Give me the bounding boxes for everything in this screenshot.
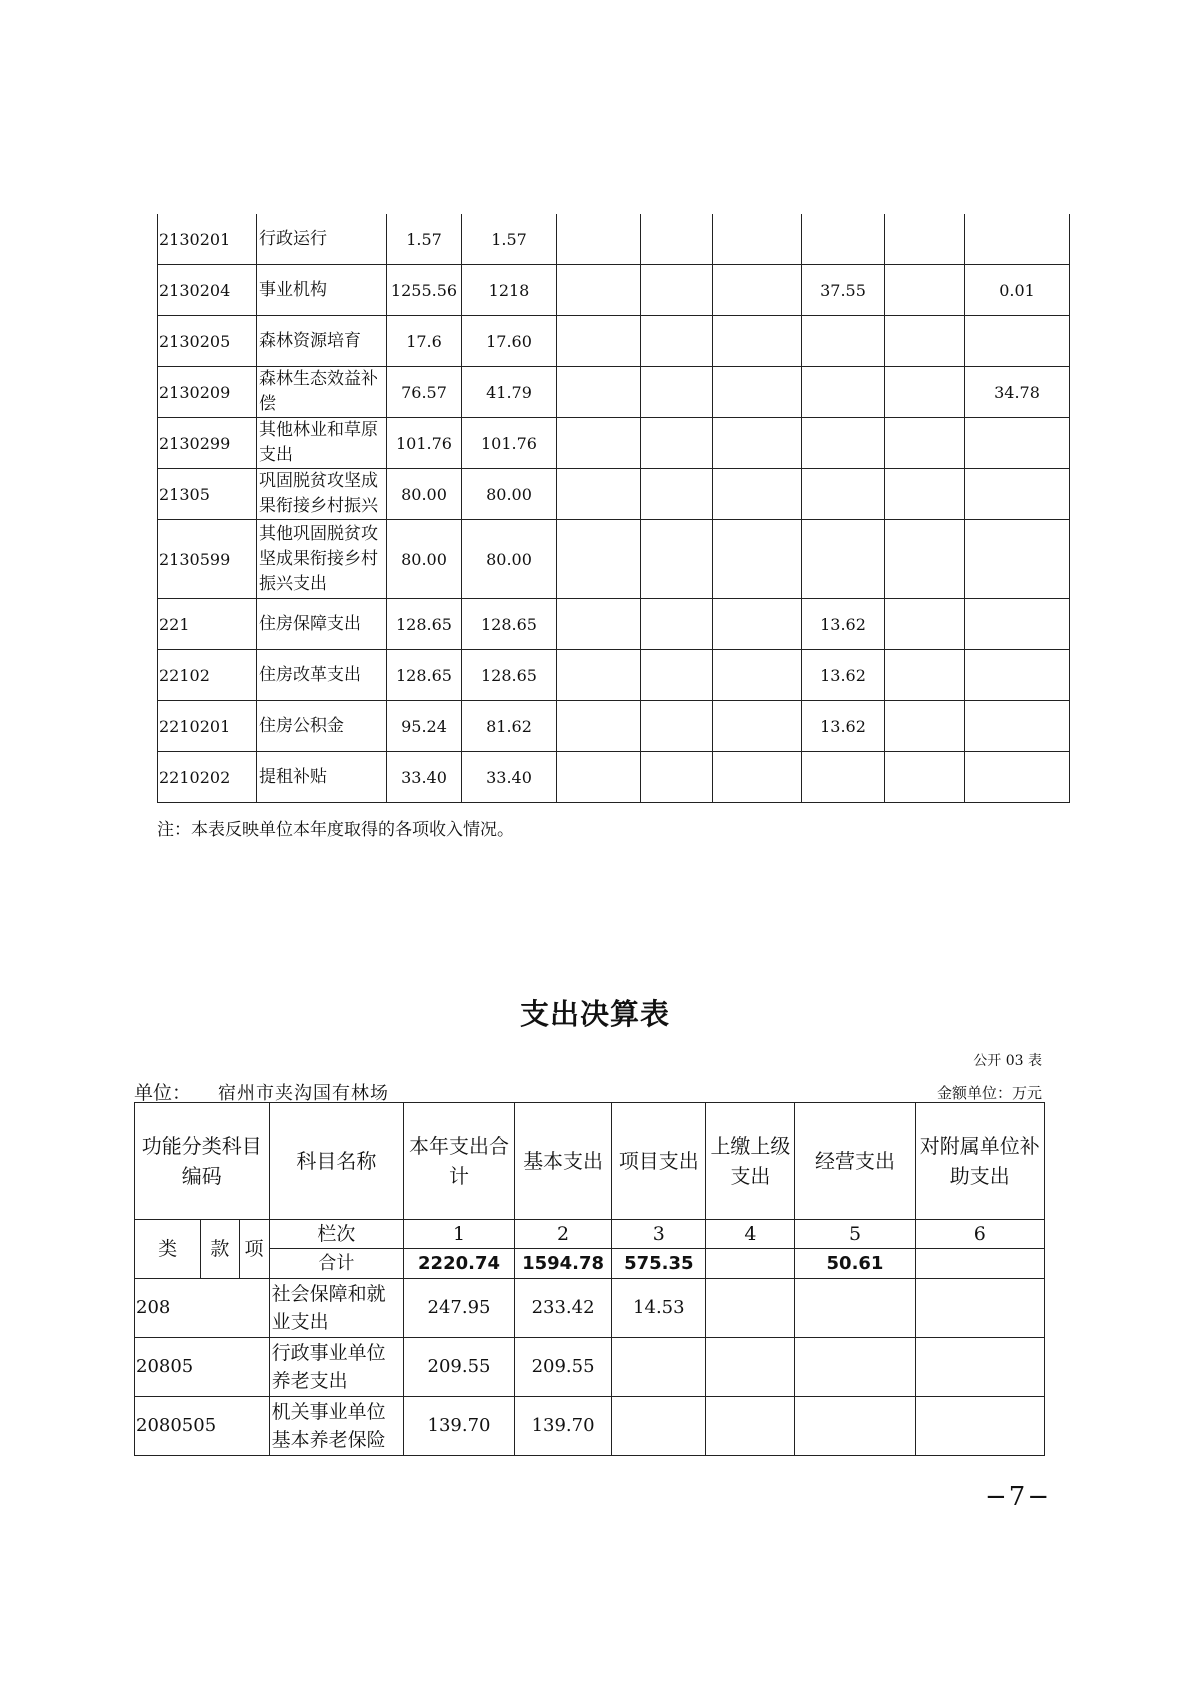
cell-c2: [557, 469, 641, 520]
table-row: [158, 214, 1070, 265]
cell-upper: [706, 1279, 795, 1338]
cell-c5: 13.62: [802, 599, 885, 650]
cell-c5: [802, 367, 885, 418]
cell-c6: [885, 520, 965, 599]
table-row: [158, 265, 1070, 316]
cell-code: 2130299: [158, 418, 257, 469]
column-number-row: [135, 1220, 1045, 1249]
cell-total: 139.70: [404, 1397, 515, 1456]
cell-business: [795, 1338, 915, 1397]
cell-c2: [557, 599, 641, 650]
cell-c7: 0.01: [965, 265, 1070, 316]
total-row: [135, 1249, 1045, 1279]
cell-c1: 17.60: [462, 316, 557, 367]
cell-total: 1.57: [387, 214, 462, 265]
cell-c2: [557, 418, 641, 469]
header-name: 科目名称: [269, 1103, 404, 1220]
header-subsidy: 对附属单位补助支出: [915, 1103, 1044, 1220]
cell-c3: [641, 418, 713, 469]
cell-c3: [641, 265, 713, 316]
cell-basic: 233.42: [514, 1279, 611, 1338]
table-row: [158, 469, 1070, 520]
cell-name: 提租补贴: [257, 752, 387, 803]
cell-name: 事业机构: [257, 265, 387, 316]
header-basic: 基本支出: [514, 1103, 611, 1220]
cell-c4: [713, 469, 802, 520]
total-basic: 1594.78: [514, 1249, 611, 1279]
cell-total: 80.00: [387, 520, 462, 599]
cell-total: 128.65: [387, 599, 462, 650]
cell-business: [795, 1279, 915, 1338]
header-business: 经营支出: [795, 1103, 915, 1220]
cell-c1: 101.76: [462, 418, 557, 469]
cell-c6: [885, 650, 965, 701]
cell-c3: [641, 650, 713, 701]
table-row: [158, 520, 1070, 599]
cell-total: 1255.56: [387, 265, 462, 316]
cell-c1: 33.40: [462, 752, 557, 803]
cell-c7: [965, 418, 1070, 469]
cell-total: 80.00: [387, 469, 462, 520]
table-row: [135, 1397, 1045, 1456]
cell-subsidy: [915, 1397, 1044, 1456]
cell-c6: [885, 752, 965, 803]
cell-c7: [965, 650, 1070, 701]
cell-total: 33.40: [387, 752, 462, 803]
header-kuan: 款: [201, 1220, 239, 1279]
cell-name: 森林资源培育: [257, 316, 387, 367]
cell-c5: 13.62: [802, 701, 885, 752]
cell-c4: [713, 599, 802, 650]
cell-c4: [713, 367, 802, 418]
amount-unit: 金额单位：万元: [936, 1084, 1042, 1102]
cell-c7: 34.78: [965, 367, 1070, 418]
cell-c7: [965, 316, 1070, 367]
cell-c6: [885, 701, 965, 752]
cell-c3: [641, 469, 713, 520]
table-row: [158, 418, 1070, 469]
col-number-2: 2: [514, 1220, 611, 1249]
total-upper: [706, 1249, 795, 1279]
total-total: 2220.74: [404, 1249, 515, 1279]
cell-c2: [557, 752, 641, 803]
cell-c7: [965, 752, 1070, 803]
cell-project: 14.53: [612, 1279, 706, 1338]
cell-c5: [802, 520, 885, 599]
cell-c2: [557, 650, 641, 701]
cell-name: 住房保障支出: [257, 599, 387, 650]
header-upper: 上缴上级支出: [706, 1103, 795, 1220]
cell-c2: [557, 520, 641, 599]
cell-code: 21305: [158, 469, 257, 520]
cell-c2: [557, 265, 641, 316]
cell-c7: [965, 469, 1070, 520]
header-code: 功能分类科目编码: [135, 1103, 270, 1220]
cell-code: 20805: [135, 1338, 270, 1397]
cell-code: 2210201: [158, 701, 257, 752]
unit-label: 单位：: [134, 1082, 192, 1104]
header-row: [135, 1103, 1045, 1220]
cell-c7: [965, 214, 1070, 265]
cell-name: 机关事业单位基本养老保险: [269, 1397, 404, 1456]
cell-c4: [713, 752, 802, 803]
cell-c1: 80.00: [462, 469, 557, 520]
cell-name: 行政事业单位养老支出: [269, 1338, 404, 1397]
header-xiang: 项: [239, 1220, 269, 1279]
cell-name: 住房改革支出: [257, 650, 387, 701]
col-number-4: 4: [706, 1220, 795, 1249]
cell-name: 行政运行: [257, 214, 387, 265]
cell-business: [795, 1397, 915, 1456]
cell-upper: [706, 1397, 795, 1456]
cell-name: 社会保障和就业支出: [269, 1279, 404, 1338]
cell-name: 其他林业和草原支出: [257, 418, 387, 469]
cell-c2: [557, 701, 641, 752]
cell-code: 208: [135, 1279, 270, 1338]
cell-c1: 80.00: [462, 520, 557, 599]
cell-basic: 209.55: [514, 1338, 611, 1397]
cell-c7: [965, 599, 1070, 650]
cell-project: [612, 1338, 706, 1397]
cell-c4: [713, 265, 802, 316]
cell-c1: 41.79: [462, 367, 557, 418]
cell-c5: 13.62: [802, 650, 885, 701]
cell-c4: [713, 316, 802, 367]
cell-c1: 1218: [462, 265, 557, 316]
cell-c2: [557, 316, 641, 367]
header-total: 本年支出合计: [404, 1103, 515, 1220]
cell-c4: [713, 520, 802, 599]
cell-total: 128.65: [387, 650, 462, 701]
cell-name: 其他巩固脱贫攻坚成果衔接乡村振兴支出: [257, 520, 387, 599]
cell-c3: [641, 520, 713, 599]
table-row: [135, 1279, 1045, 1338]
cell-c5: 37.55: [802, 265, 885, 316]
table-row: [158, 701, 1070, 752]
cell-name: 住房公积金: [257, 701, 387, 752]
cell-total: 247.95: [404, 1279, 515, 1338]
total-label: 合计: [269, 1249, 404, 1279]
table-row: [158, 752, 1070, 803]
cell-c1: 1.57: [462, 214, 557, 265]
cell-c3: [641, 701, 713, 752]
cell-total: 95.24: [387, 701, 462, 752]
col-number-6: 6: [915, 1220, 1044, 1249]
cell-c4: [713, 214, 802, 265]
cell-upper: [706, 1338, 795, 1397]
total-subsidy: [915, 1249, 1044, 1279]
cell-c1: 128.65: [462, 599, 557, 650]
table-row: [158, 650, 1070, 701]
cell-c1: 81.62: [462, 701, 557, 752]
cell-subsidy: [915, 1338, 1044, 1397]
table-row: [158, 599, 1070, 650]
cell-c6: [885, 469, 965, 520]
cell-c1: 128.65: [462, 650, 557, 701]
table-row: [158, 316, 1070, 367]
total-business: 50.61: [795, 1249, 915, 1279]
cell-code: 22102: [158, 650, 257, 701]
cell-c2: [557, 367, 641, 418]
cell-total: 209.55: [404, 1338, 515, 1397]
cell-c3: [641, 316, 713, 367]
header-lanci: 栏次: [269, 1220, 404, 1249]
cell-c6: [885, 367, 965, 418]
cell-c5: [802, 418, 885, 469]
table-note: 注：本表反映单位本年度取得的各项收入情况。: [157, 820, 514, 840]
cell-c7: [965, 520, 1070, 599]
cell-name: 巩固脱贫攻坚成果衔接乡村振兴: [257, 469, 387, 520]
cell-total: 17.6: [387, 316, 462, 367]
table-row: [135, 1338, 1045, 1397]
cell-code: 2210202: [158, 752, 257, 803]
col-number-5: 5: [795, 1220, 915, 1249]
cell-c6: [885, 316, 965, 367]
cell-c6: [885, 214, 965, 265]
cell-c3: [641, 752, 713, 803]
table-row: [158, 367, 1070, 418]
cell-c6: [885, 265, 965, 316]
cell-c2: [557, 214, 641, 265]
cell-code: 2130599: [158, 520, 257, 599]
cell-basic: 139.70: [514, 1397, 611, 1456]
cell-code: 2130201: [158, 214, 257, 265]
col-number-1: 1: [404, 1220, 515, 1249]
cell-c7: [965, 701, 1070, 752]
header-lei: 类: [135, 1220, 201, 1279]
page-title: 支出决算表: [519, 997, 670, 1031]
cell-c6: [885, 418, 965, 469]
cell-c5: [802, 469, 885, 520]
cell-c4: [713, 418, 802, 469]
cell-code: 2080505: [135, 1397, 270, 1456]
header-project: 项目支出: [612, 1103, 706, 1220]
cell-c3: [641, 367, 713, 418]
cell-c3: [641, 214, 713, 265]
cell-name: 森林生态效益补偿: [257, 367, 387, 418]
cell-c4: [713, 701, 802, 752]
cell-project: [612, 1397, 706, 1456]
table-number: 公开 03 表: [973, 1053, 1042, 1069]
cell-c5: [802, 752, 885, 803]
income-table: [157, 214, 1070, 803]
expense-table: [134, 1102, 1045, 1456]
cell-code: 2130209: [158, 367, 257, 418]
cell-c6: [885, 599, 965, 650]
cell-c4: [713, 650, 802, 701]
page-number: −7−: [985, 1482, 1052, 1512]
cell-total: 76.57: [387, 367, 462, 418]
cell-subsidy: [915, 1279, 1044, 1338]
cell-code: 2130204: [158, 265, 257, 316]
cell-c5: [802, 316, 885, 367]
unit-value: 宿州市夹沟国有林场: [218, 1083, 389, 1104]
cell-total: 101.76: [387, 418, 462, 469]
cell-c5: [802, 214, 885, 265]
cell-c3: [641, 599, 713, 650]
total-project: 575.35: [612, 1249, 706, 1279]
cell-code: 2130205: [158, 316, 257, 367]
col-number-3: 3: [612, 1220, 706, 1249]
cell-code: 221: [158, 599, 257, 650]
